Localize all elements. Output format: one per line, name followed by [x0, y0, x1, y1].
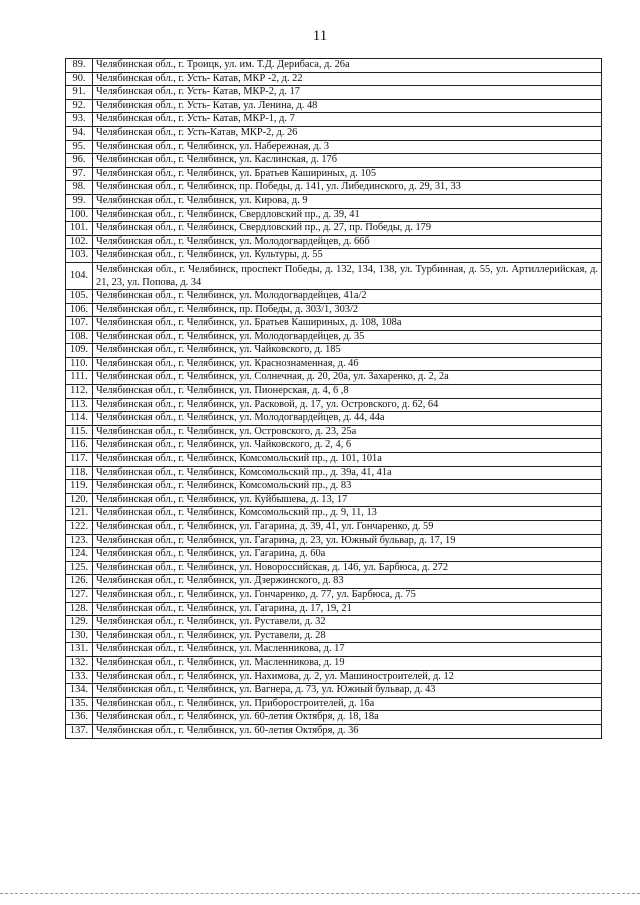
table-row: [66, 249, 602, 263]
row-number: 100.: [66, 208, 93, 222]
row-number: 98.: [66, 181, 93, 195]
table-row: [66, 439, 602, 453]
row-number: 129.: [66, 616, 93, 630]
row-address: Челябинская обл., г. Усть- Катав, МКР-2, д. 17: [93, 86, 602, 100]
row-number: 124.: [66, 548, 93, 562]
row-address: Челябинская обл., г. Челябинск, ул. Гагарина, д. 23, ул. Южный бульвар, д. 17, 19: [93, 534, 602, 548]
row-address: Челябинская обл., г. Челябинск, Комсомольский пр., д. 9, 11, 13: [93, 507, 602, 521]
row-address: Челябинская обл., г. Челябинск, ул. Новороссийская, д. 146, ул. Барбюса, д. 272: [93, 561, 602, 575]
row-address: Челябинская обл., г. Челябинск, ул. Гагарина, д. 60а: [93, 548, 602, 562]
table-row: [66, 697, 602, 711]
row-number: 114.: [66, 412, 93, 426]
row-number: 93.: [66, 113, 93, 127]
row-number: 123.: [66, 534, 93, 548]
row-number: 134.: [66, 684, 93, 698]
table-row: [66, 344, 602, 358]
table-row: [66, 534, 602, 548]
address-table: [65, 58, 602, 739]
table-row: [66, 357, 602, 371]
table-row: [66, 262, 602, 289]
table-row: [66, 493, 602, 507]
table-row: [66, 385, 602, 399]
table-row: [66, 711, 602, 725]
row-address: Челябинская обл., г. Челябинск, ул. Братьев Кашириных, д. 105: [93, 167, 602, 181]
row-address: Челябинская обл., г. Усть- Катав, ул. Ленина, д. 48: [93, 99, 602, 113]
row-number: 132.: [66, 656, 93, 670]
table-row: [66, 235, 602, 249]
table-row: [66, 425, 602, 439]
table-row: [66, 303, 602, 317]
row-address: Челябинская обл., г. Челябинск, ул. Каслинская, д. 17б: [93, 154, 602, 168]
table-row: [66, 371, 602, 385]
table-row: [66, 480, 602, 494]
row-address: Челябинская обл., г. Челябинск, ул. Руставели, д. 28: [93, 629, 602, 643]
row-address: Челябинская обл., г. Челябинск, ул. Масленникова, д. 19: [93, 656, 602, 670]
table-row: [66, 72, 602, 86]
row-address: Челябинская обл., г. Челябинск, ул. Гагарина, д. 39, 41, ул. Гончаренко, д. 59: [93, 521, 602, 535]
row-address: Челябинская обл., г. Челябинск, ул. Пионерская, д. 4, 6 ,8: [93, 385, 602, 399]
row-number: 111.: [66, 371, 93, 385]
table-row: [66, 167, 602, 181]
row-address: Челябинская обл., г. Челябинск, ул. Молодогвардейцев, д. 35: [93, 330, 602, 344]
table-row: [66, 289, 602, 303]
table-row: [66, 684, 602, 698]
table-row: [66, 99, 602, 113]
row-address: Челябинская обл., г. Челябинск, ул. Нахимова, д. 2, ул. Машиностроителей, д. 12: [93, 670, 602, 684]
table-row: [66, 453, 602, 467]
table-row: [66, 616, 602, 630]
row-number: 109.: [66, 344, 93, 358]
row-number: 102.: [66, 235, 93, 249]
row-number: 128.: [66, 602, 93, 616]
table-row: [66, 412, 602, 426]
table-row: [66, 208, 602, 222]
page-number: 11: [312, 28, 328, 44]
row-address: Челябинская обл., г. Челябинск, проспект Победы, д. 132, 134, 138, ул. Турбинная, д. 55, ул. Артиллерийская, д. 21, 23, ул. Попова, д. 34: [93, 262, 602, 289]
row-address: Челябинская обл., г. Челябинск, Свердловский пр., д. 39, 41: [93, 208, 602, 222]
table-row: [66, 548, 602, 562]
table-row: [66, 466, 602, 480]
table-row: [66, 643, 602, 657]
row-number: 107.: [66, 317, 93, 331]
table-row: [66, 140, 602, 154]
row-address: Челябинская обл., г. Челябинск, Комсомольский пр., д. 39а, 41, 41а: [93, 466, 602, 480]
table-row: [66, 670, 602, 684]
table-row: [66, 588, 602, 602]
table-row: [66, 602, 602, 616]
row-address: Челябинская обл., г. Челябинск, Комсомольский пр., д. 83: [93, 480, 602, 494]
row-number: 131.: [66, 643, 93, 657]
row-number: 113.: [66, 398, 93, 412]
row-number: 108.: [66, 330, 93, 344]
row-address: Челябинская обл., г. Челябинск, ул. 60-летия Октября, д. 18, 18а: [93, 711, 602, 725]
row-number: 106.: [66, 303, 93, 317]
row-address: Челябинская обл., г. Челябинск, ул. 60-летия Октября, д. 36: [93, 724, 602, 738]
table-row: [66, 86, 602, 100]
row-address: Челябинская обл., г. Челябинск, ул. Солнечная, д. 20, 20а, ул. Захаренко, д. 2, 2а: [93, 371, 602, 385]
row-number: 133.: [66, 670, 93, 684]
row-address: Челябинская обл., г. Троицк, ул. им. Т.Д. Дерибаса, д. 26а: [93, 59, 602, 73]
table-row: [66, 181, 602, 195]
row-number: 117.: [66, 453, 93, 467]
table-row: [66, 507, 602, 521]
table-row: [66, 59, 602, 73]
table-row: [66, 629, 602, 643]
row-number: 105.: [66, 289, 93, 303]
table-row: [66, 126, 602, 140]
row-address: Челябинская обл., г. Челябинск, ул. Чайковского, д. 185: [93, 344, 602, 358]
row-number: 94.: [66, 126, 93, 140]
row-number: 121.: [66, 507, 93, 521]
row-number: 91.: [66, 86, 93, 100]
row-address: Челябинская обл., г. Челябинск, ул. Краснознаменная, д. 46: [93, 357, 602, 371]
row-number: 95.: [66, 140, 93, 154]
row-number: 135.: [66, 697, 93, 711]
row-address: Челябинская обл., г. Челябинск, пр. Победы, д. 141, ул. Либединского, д. 29, 31, 33: [93, 181, 602, 195]
row-number: 89.: [66, 59, 93, 73]
row-address: Челябинская обл., г. Усть- Катав, МКР -2, д. 22: [93, 72, 602, 86]
row-number: 112.: [66, 385, 93, 399]
row-address: Челябинская обл., г. Челябинск, ул. Дзержинского, д. 83: [93, 575, 602, 589]
row-address: Челябинская обл., г. Челябинск, ул. Приборостроителей, д. 16а: [93, 697, 602, 711]
row-number: 99.: [66, 194, 93, 208]
row-number: 97.: [66, 167, 93, 181]
row-address: Челябинская обл., г. Челябинск, пр. Победы, д. 303/1, 303/2: [93, 303, 602, 317]
row-number: 110.: [66, 357, 93, 371]
row-address: Челябинская обл., г. Челябинск, ул. Набережная, д. 3: [93, 140, 602, 154]
row-number: 96.: [66, 154, 93, 168]
table-row: [66, 113, 602, 127]
row-address: Челябинская обл., г. Челябинск, Свердловский пр., д. 27, пр. Победы, д. 179: [93, 222, 602, 236]
row-address: Челябинская обл., г. Челябинск, ул. Масленникова, д. 17: [93, 643, 602, 657]
row-address: Челябинская обл., г. Челябинск, ул. Чайковского, д. 2, 4, 6: [93, 439, 602, 453]
row-number: 101.: [66, 222, 93, 236]
row-number: 120.: [66, 493, 93, 507]
row-address: Челябинская обл., г. Челябинск, ул. Расковой, д. 17, ул. Островского, д. 62, 64: [93, 398, 602, 412]
table-row: [66, 724, 602, 738]
row-address: Челябинская обл., г. Челябинск, ул. Вагнера, д. 73, ул. Южный бульвар, д. 43: [93, 684, 602, 698]
row-number: 90.: [66, 72, 93, 86]
row-number: 92.: [66, 99, 93, 113]
row-number: 118.: [66, 466, 93, 480]
row-address: Челябинская обл., г. Челябинск, ул. Куйбышева, д. 13, 17: [93, 493, 602, 507]
table-row: [66, 521, 602, 535]
row-number: 122.: [66, 521, 93, 535]
row-number: 115.: [66, 425, 93, 439]
table-row: [66, 330, 602, 344]
row-number: 130.: [66, 629, 93, 643]
row-number: 137.: [66, 724, 93, 738]
row-address: Челябинская обл., г. Челябинск, ул. Кирова, д. 9: [93, 194, 602, 208]
row-number: 116.: [66, 439, 93, 453]
row-address: Челябинская обл., г. Челябинск, ул. Островского, д. 23, 25а: [93, 425, 602, 439]
row-number: 104.: [66, 262, 93, 289]
row-address: Челябинская обл., г. Усть-Катав, МКР-2, д. 26: [93, 126, 602, 140]
row-address: Челябинская обл., г. Усть- Катав, МКР-1, д. 7: [93, 113, 602, 127]
row-address: Челябинская обл., г. Челябинск, ул. Гончаренко, д. 77, ул. Барбюса, д. 75: [93, 588, 602, 602]
row-number: 119.: [66, 480, 93, 494]
row-number: 127.: [66, 588, 93, 602]
table-row: [66, 222, 602, 236]
table-row: [66, 656, 602, 670]
table-row: [66, 398, 602, 412]
row-address: Челябинская обл., г. Челябинск, ул. Молодогвардейцев, д. 44, 44а: [93, 412, 602, 426]
table-row: [66, 561, 602, 575]
row-number: 125.: [66, 561, 93, 575]
row-number: 103.: [66, 249, 93, 263]
row-address: Челябинская обл., г. Челябинск, ул. Братьев Кашириных, д. 108, 108а: [93, 317, 602, 331]
row-address: Челябинская обл., г. Челябинск, ул. Гагарина, д. 17, 19, 21: [93, 602, 602, 616]
row-number: 136.: [66, 711, 93, 725]
table-row: [66, 575, 602, 589]
row-number: 126.: [66, 575, 93, 589]
row-address: Челябинская обл., г. Челябинск, ул. Культуры, д. 55: [93, 249, 602, 263]
row-address: Челябинская обл., г. Челябинск, ул. Руставели, д. 32: [93, 616, 602, 630]
table-row: [66, 317, 602, 331]
table-row: [66, 194, 602, 208]
row-address: Челябинская обл., г. Челябинск, ул. Молодогвардейцев, 41а/2: [93, 289, 602, 303]
table-row: [66, 154, 602, 168]
row-address: Челябинская обл., г. Челябинск, ул. Молодогвардейцев, д. 66б: [93, 235, 602, 249]
row-address: Челябинская обл., г. Челябинск, Комсомольский пр., д. 101, 101а: [93, 453, 602, 467]
page-bottom-divider: [0, 893, 640, 894]
